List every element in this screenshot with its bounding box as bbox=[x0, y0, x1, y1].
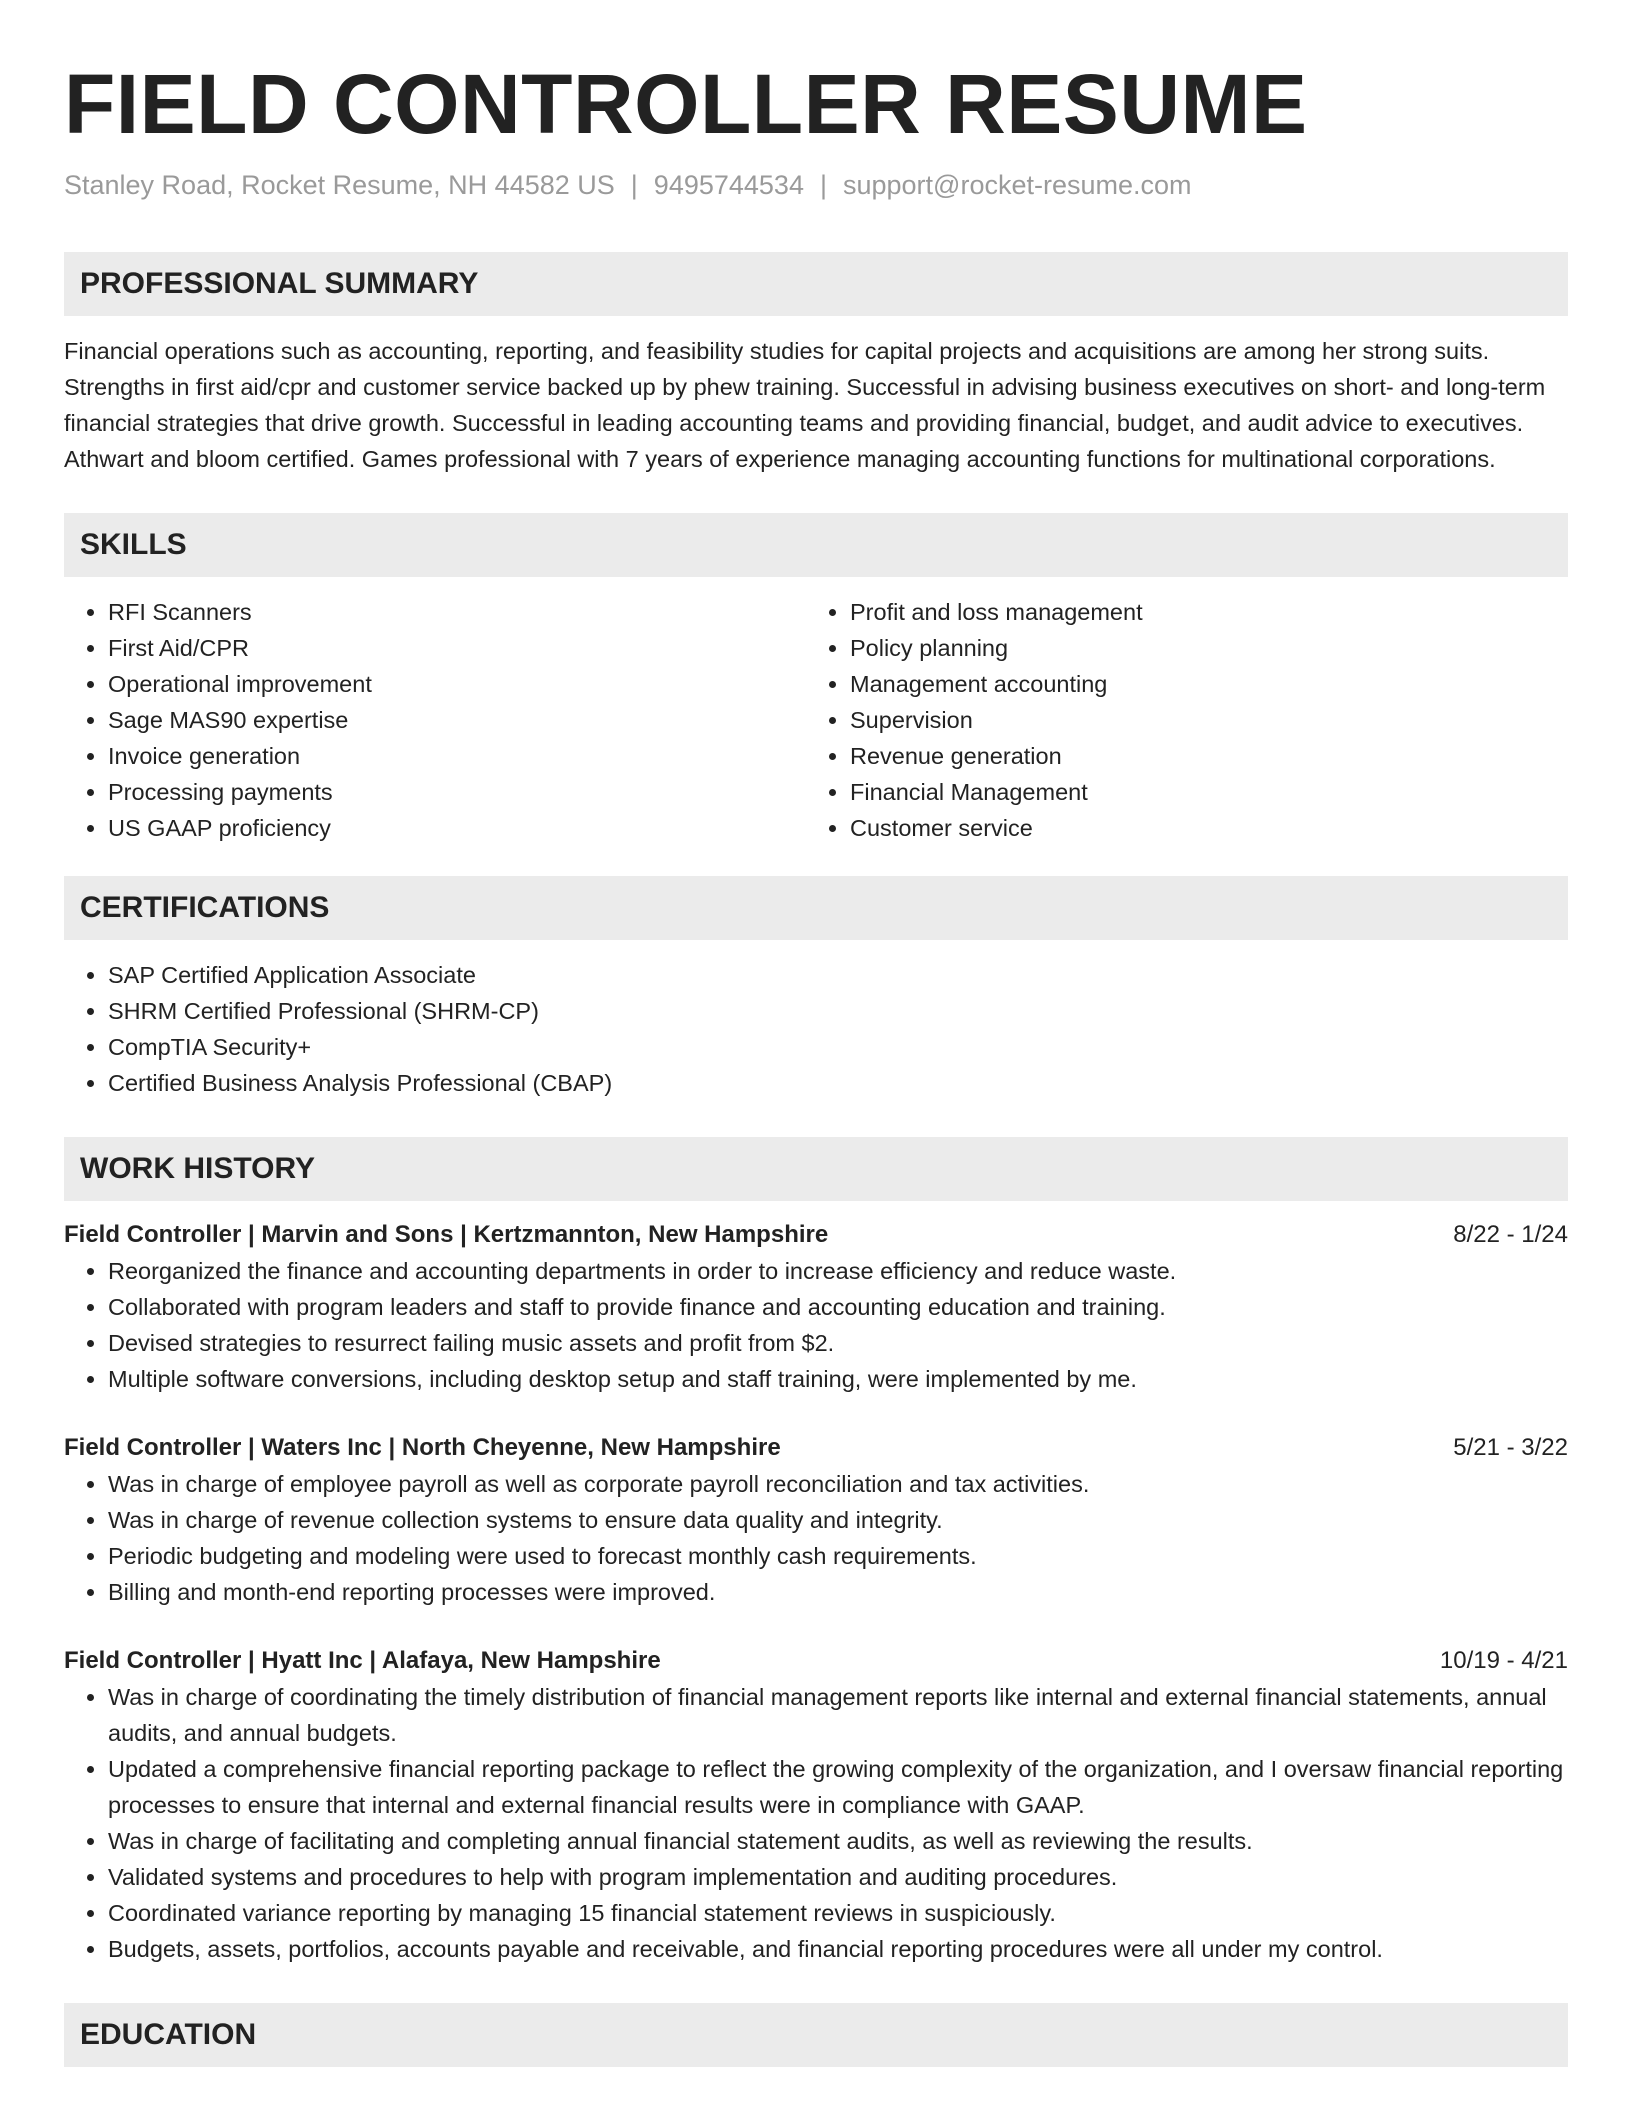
job-bullet: • Billing and month-end reporting processes were improved. bbox=[108, 1574, 1568, 1610]
job-dates: 5/21 - 3/22 bbox=[1453, 1434, 1568, 1461]
job-title: Field Controller | Marvin and Sons | Kertzmannton, New Hampshire bbox=[64, 1221, 829, 1248]
skill-item: • Revenue generation bbox=[850, 738, 1548, 774]
job-dates: 8/22 - 1/24 bbox=[1453, 1221, 1568, 1248]
skill-item: • Customer service bbox=[850, 810, 1548, 846]
job-bullet: • Reorganized the finance and accounting departments in order to increase efficiency and reduce waste. bbox=[108, 1253, 1568, 1289]
skill-item: • Profit and loss management bbox=[850, 594, 1548, 630]
skill-item: • Operational improvement bbox=[108, 666, 806, 702]
job-title: Field Controller | Hyatt Inc | Alafaya, New Hampshire bbox=[64, 1647, 661, 1674]
job-entry bbox=[64, 1643, 1568, 1967]
certification-item: • SHRM Certified Professional (SHRM-CP) bbox=[108, 993, 1568, 1029]
job-bullet: • Coordinated variance reporting by managing 15 financial statement reviews in suspiciously. bbox=[108, 1895, 1568, 1931]
contact-separator: | bbox=[819, 170, 827, 200]
summary-text: Financial operations such as accounting, reporting, and feasibility studies for capital projects and acquisitions are among her strong suits. Strengths in first aid/cpr and customer service backed up by phew training. Successful in advising business executives on short- and long-term financial strategies that drive growth. Successful in leading accounting teams and providing financial, budget, and audit advice to executives. Athwart and bloom certified. Games professional with 7 years of experience managing accounting functions for multinational corporations. bbox=[64, 338, 1546, 472]
certification-item: • CompTIA Security+ bbox=[108, 1029, 1568, 1065]
job-bullet: • Collaborated with program leaders and staff to provide finance and accounting education and training. bbox=[108, 1289, 1568, 1325]
skill-item: • Supervision bbox=[850, 702, 1548, 738]
job-header bbox=[64, 1430, 1568, 1466]
skill-item: • Financial Management bbox=[850, 774, 1548, 810]
job-bullet: • Was in charge of employee payroll as well as corporate payroll reconciliation and tax activities. bbox=[108, 1466, 1568, 1502]
skill-item: • First Aid/CPR bbox=[108, 630, 806, 666]
job-entry bbox=[64, 1217, 1568, 1397]
skills-column-left bbox=[64, 594, 806, 846]
job-bullet: • Was in charge of facilitating and completing annual financial statement audits, as well as reviewing the results. bbox=[108, 1823, 1568, 1859]
job-bullet: • Periodic budgeting and modeling were used to forecast monthly cash requirements. bbox=[108, 1538, 1568, 1574]
job-bullets bbox=[64, 1253, 1568, 1397]
contact-email: support@rocket-resume.com bbox=[842, 170, 1192, 200]
job-header bbox=[64, 1643, 1568, 1679]
skills-column-right bbox=[806, 594, 1548, 846]
resume-page bbox=[64, 0, 1568, 2067]
job-bullets bbox=[64, 1679, 1568, 1967]
section-header-skills: SKILLS bbox=[64, 513, 1568, 577]
job-bullet: • Updated a comprehensive financial reporting package to reflect the growing complexity of the organization, and I oversaw financial reporting processes to ensure that internal and external financial results were in compliance with GAAP. bbox=[108, 1751, 1568, 1823]
skill-item: • RFI Scanners bbox=[108, 594, 806, 630]
job-bullet: • Multiple software conversions, including desktop setup and staff training, were implemented by me. bbox=[108, 1361, 1568, 1397]
skill-item: • Invoice generation bbox=[108, 738, 806, 774]
job-bullet: • Was in charge of revenue collection systems to ensure data quality and integrity. bbox=[108, 1502, 1568, 1538]
contact-line bbox=[64, 168, 1568, 202]
section-header-certifications: CERTIFICATIONS bbox=[64, 876, 1568, 940]
contact-address: Stanley Road, Rocket Resume, NH 44582 US bbox=[64, 170, 615, 200]
contact-separator: | bbox=[630, 170, 638, 200]
job-entry bbox=[64, 1430, 1568, 1610]
contact-phone: 9495744534 bbox=[653, 170, 804, 200]
job-bullet: • Budgets, assets, portfolios, accounts payable and receivable, and financial reporting procedures were all under my control. bbox=[108, 1931, 1568, 1967]
job-dates: 10/19 - 4/21 bbox=[1439, 1647, 1568, 1674]
certification-item: • SAP Certified Application Associate bbox=[108, 957, 1568, 993]
skill-item: • Management accounting bbox=[850, 666, 1548, 702]
job-header bbox=[64, 1217, 1568, 1253]
skills-list bbox=[64, 594, 1568, 846]
skill-item: • Policy planning bbox=[850, 630, 1548, 666]
job-bullet: • Was in charge of coordinating the timely distribution of financial management reports like internal and external financial statements, annual audits, and annual budgets. bbox=[108, 1679, 1568, 1751]
section-header-work-history: WORK HISTORY bbox=[64, 1137, 1568, 1201]
job-bullet: • Devised strategies to resurrect failing music assets and profit from $2. bbox=[108, 1325, 1568, 1361]
skill-item: • Processing payments bbox=[108, 774, 806, 810]
job-bullets bbox=[64, 1466, 1568, 1610]
job-bullet: • Validated systems and procedures to help with program implementation and auditing procedures. bbox=[108, 1859, 1568, 1895]
certification-item: • Certified Business Analysis Professional (CBAP) bbox=[108, 1065, 1568, 1101]
section-header-education: EDUCATION bbox=[64, 2003, 1568, 2067]
section-header-summary: PROFESSIONAL SUMMARY bbox=[64, 252, 1568, 316]
certifications-list bbox=[64, 957, 1568, 1101]
resume-title: FIELD CONTROLLER RESUME bbox=[64, 57, 1308, 151]
job-title: Field Controller | Waters Inc | North Cheyenne, New Hampshire bbox=[64, 1434, 781, 1461]
skill-item: • US GAAP proficiency bbox=[108, 810, 806, 846]
skill-item: • Sage MAS90 expertise bbox=[108, 702, 806, 738]
